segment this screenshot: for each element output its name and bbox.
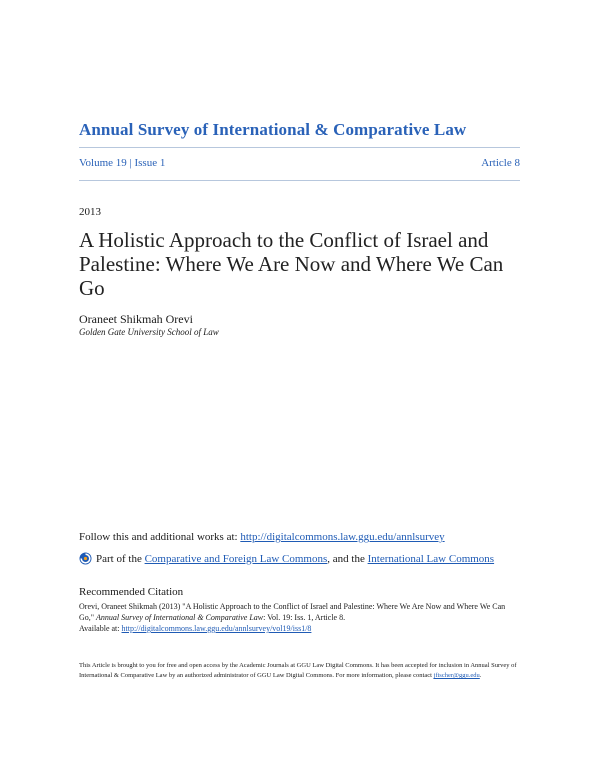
comparative-foreign-law-link[interactable]: Comparative and Foreign Law Commons — [144, 552, 328, 565]
contact-email-link[interactable]: jfischer@ggu.edu — [433, 672, 480, 679]
citation-go: Go," — [79, 613, 97, 622]
citation-line-3 — [79, 623, 524, 634]
publication-year: 2013 — [79, 206, 101, 218]
part-of-prefix: Part of the — [96, 552, 142, 565]
header-rule-top — [79, 147, 520, 148]
recommended-citation-heading: Recommended Citation — [79, 586, 184, 598]
article-title: A Holistic Approach to the Conflict of Israel and Palestine: Where We Are Now and Where We Can Go — [79, 228, 504, 300]
notice-text: This Article is brought to you for free and open access by the Academic Journals at GGU Law Digital Commons. It has been accepted for inclusion in Annual Survey of International & Comparative Law by an authorized administrator of GGU Law Digital Commons. For more information, please contact — [79, 662, 517, 679]
follow-line — [79, 531, 445, 543]
collection-url-link[interactable]: http://digitalcommons.law.ggu.edu/annlsurvey — [240, 531, 445, 543]
citation-journal: Annual Survey of International & Comparative Law — [96, 613, 264, 622]
article-number-link[interactable]: Article 8 — [481, 157, 520, 169]
part-of-middle: , and the — [327, 552, 365, 565]
follow-prefix: Follow this and additional works at: — [79, 531, 241, 543]
international-law-link[interactable]: International Law Commons — [367, 552, 495, 565]
author-name: Oraneet Shikmah Orevi — [79, 312, 193, 326]
volume-issue-link[interactable]: Volume 19 | Issue 1 — [79, 157, 166, 169]
header-rule-bottom — [79, 180, 520, 181]
journal-title[interactable]: Annual Survey of International & Comparative Law — [79, 120, 467, 139]
citation-block — [79, 601, 524, 634]
volume-row — [79, 157, 520, 173]
notice-end: . — [479, 672, 482, 679]
access-notice — [79, 661, 524, 681]
citation-volume: : Vol. 19: Iss. 1, Article 8. — [263, 613, 346, 622]
open-access-icon — [79, 552, 92, 565]
author-affiliation: Golden Gate University School of Law — [79, 327, 219, 337]
part-of-line — [79, 552, 494, 565]
article-url-link[interactable]: http://digitalcommons.law.ggu.edu/annlsurvey/vol19/iss1/8 — [121, 624, 312, 633]
citation-line-2 — [79, 612, 524, 623]
available-label: Available at: — [79, 624, 122, 633]
citation-line-1: Orevi, Oraneet Shikmah (2013) "A Holistic Approach to the Conflict of Israel and Palestine: Where We Are Now and Where We Can — [79, 602, 506, 611]
